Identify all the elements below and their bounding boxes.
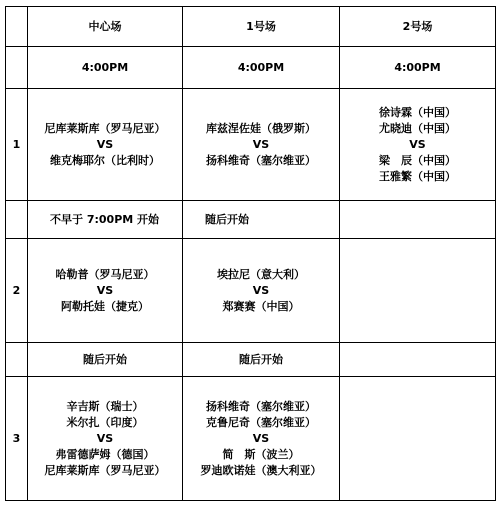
- time-court-2: 4:00PM: [340, 47, 495, 89]
- match-number: 2: [6, 239, 28, 343]
- vs-label: VS: [252, 137, 270, 151]
- vs-label: VS: [252, 283, 270, 297]
- vs-label: VS: [96, 431, 114, 445]
- player-name: 弗雷德萨姆（德国）: [55, 447, 155, 461]
- player-name: 辛吉斯（瑞士）: [66, 399, 144, 413]
- player-name: 徐诗霖（中国）: [379, 105, 456, 119]
- player-name: 克鲁尼奇（塞尔维亚）: [206, 415, 316, 429]
- player-name: 埃拉尼（意大利）: [217, 267, 305, 281]
- player-name: 维克梅耶尔（比利时）: [50, 153, 160, 167]
- start-note: 不早于 7:00PM 开始: [28, 201, 183, 239]
- header-court-1: 1号场: [183, 7, 340, 47]
- match-cell: [28, 377, 183, 500]
- player-name: 尤晓迪（中国）: [379, 121, 456, 135]
- player-name: 库兹涅佐娃（俄罗斯）: [206, 121, 316, 135]
- match-cell-empty: [340, 377, 495, 500]
- match-cell: [183, 89, 340, 201]
- start-note: 随后开始: [28, 343, 183, 377]
- time-corner-cell: [6, 47, 28, 89]
- player-name: 米尔扎（印度）: [66, 415, 144, 429]
- note-corner-cell: [6, 343, 28, 377]
- header-court-2: 2号场: [340, 7, 495, 47]
- player-name: 简 斯（波兰）: [222, 447, 300, 461]
- match-cell: [28, 239, 183, 343]
- corner-cell: [6, 7, 28, 47]
- vs-label: VS: [409, 137, 426, 151]
- player-name: 梁 辰（中国）: [379, 153, 456, 167]
- start-note: [340, 201, 495, 239]
- player-name: 尼库莱斯库（罗马尼亚）: [44, 121, 166, 135]
- match-cell: [28, 89, 183, 201]
- match-cell: [340, 89, 495, 201]
- match-cell-empty: [340, 239, 495, 343]
- player-name: 郑赛赛（中国）: [222, 299, 300, 313]
- player-name: 扬科维奇（塞尔维亚）: [206, 153, 316, 167]
- header-center-court: 中心场: [28, 7, 183, 47]
- player-name: 哈勒普（罗马尼亚）: [55, 267, 155, 281]
- time-court-1: 4:00PM: [183, 47, 340, 89]
- player-name: 阿勒托娃（捷克）: [61, 299, 149, 313]
- match-cell: [183, 239, 340, 343]
- start-note: [340, 343, 495, 377]
- note-corner-cell: [6, 201, 28, 239]
- schedule-table: [5, 6, 496, 501]
- player-name: 王雅繁（中国）: [379, 169, 456, 183]
- match-number: 3: [6, 377, 28, 500]
- vs-label: VS: [252, 431, 270, 445]
- match-number: 1: [6, 89, 28, 201]
- time-center-court: 4:00PM: [28, 47, 183, 89]
- vs-label: VS: [96, 137, 114, 151]
- player-name: 扬科维奇（塞尔维亚）: [206, 399, 316, 413]
- start-note: 随后开始: [183, 343, 340, 377]
- start-note: 随后开始: [183, 201, 340, 239]
- player-name: 罗迪欧诺娃（澳大利亚）: [200, 463, 322, 477]
- vs-label: VS: [96, 283, 114, 297]
- match-cell: [183, 377, 340, 500]
- player-name: 尼库莱斯库（罗马尼亚）: [44, 463, 166, 477]
